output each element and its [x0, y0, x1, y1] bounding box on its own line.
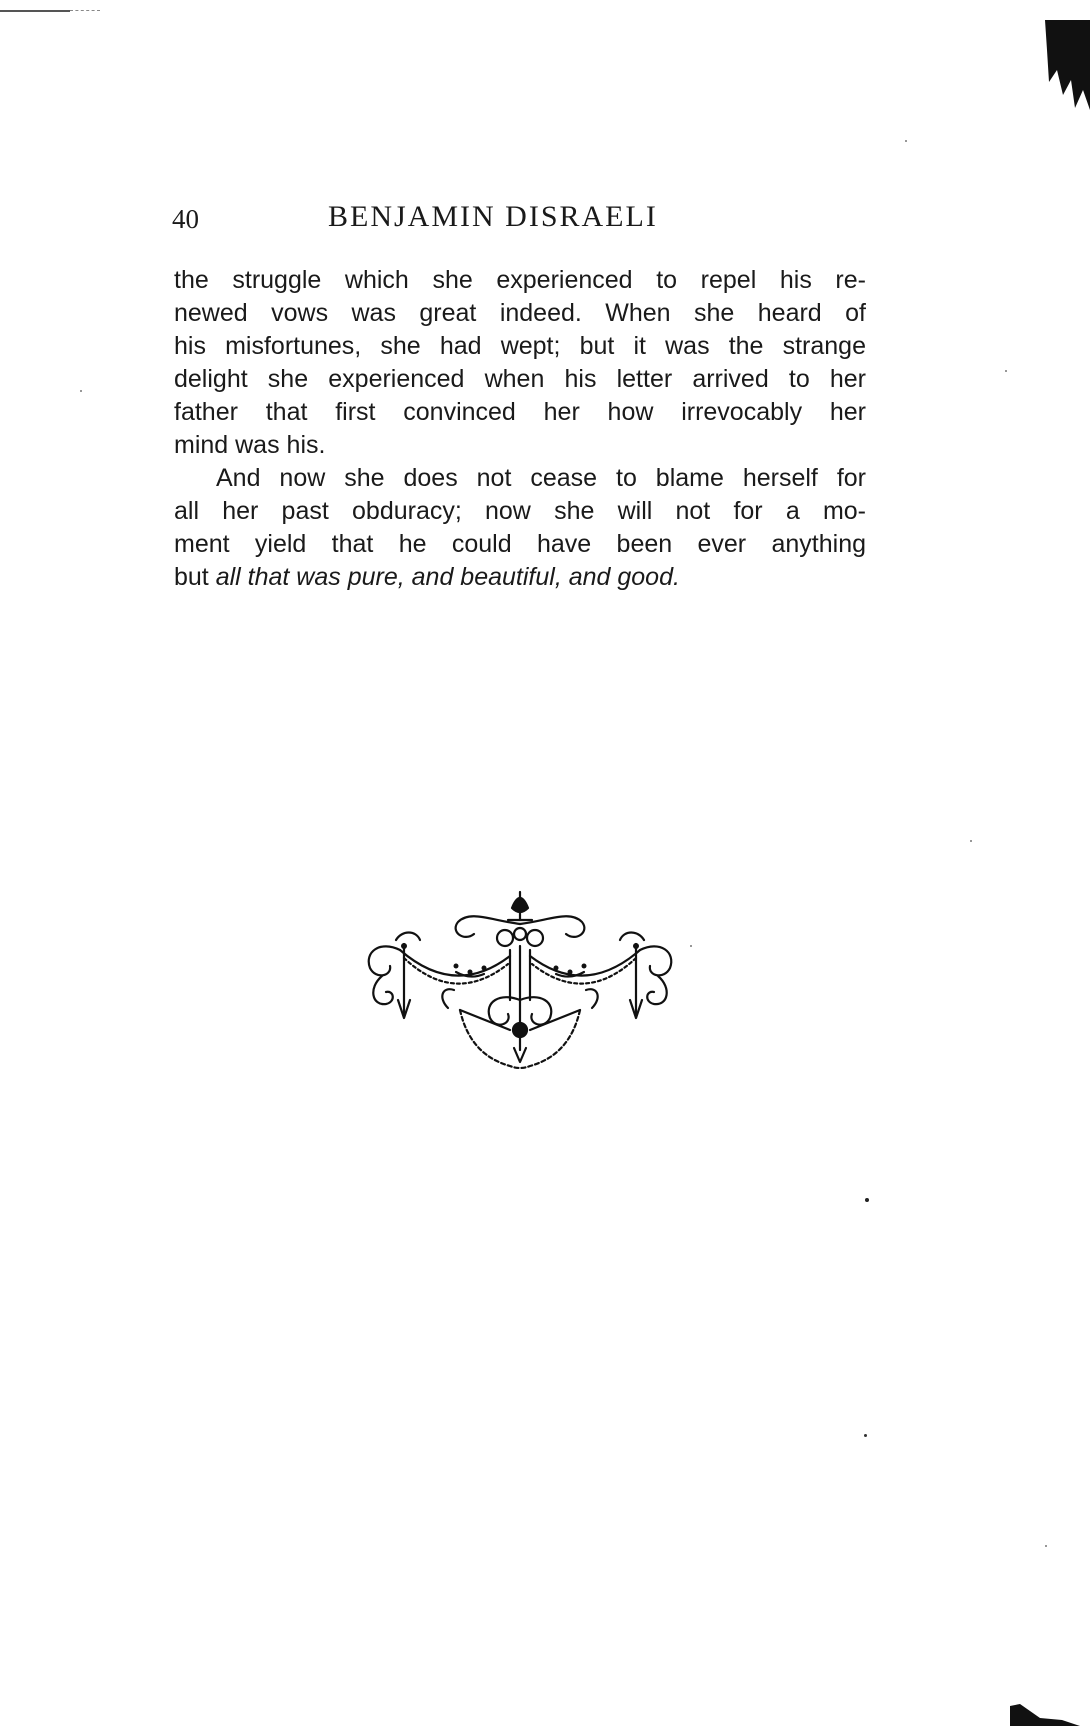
text-line: And now she does not cease to blame herself for: [216, 464, 866, 492]
text-line: ment yield that he could have been ever anything: [174, 530, 866, 558]
scan-edge-mark: [1035, 20, 1090, 110]
scan-speck: [80, 390, 82, 392]
scan-speck: [905, 140, 907, 142]
text-italic: all that was pure, and beautiful, and good.: [215, 563, 680, 591]
text-roman: but: [174, 563, 216, 591]
text-line: delight she experienced when his letter arrived to her: [174, 365, 866, 393]
scan-edge-mark: [1010, 1700, 1080, 1728]
scan-speck: [865, 1198, 869, 1202]
running-title: BENJAMIN DISRAELI: [328, 200, 658, 233]
body-text: [174, 264, 866, 594]
scan-speck: [864, 1434, 867, 1437]
text-line: the struggle which she experienced to repel his re-: [174, 266, 866, 294]
text-line: mind was his.: [174, 431, 326, 459]
scan-speck: [970, 840, 972, 842]
text-line-final: [174, 561, 866, 594]
scan-artifact: [70, 10, 100, 12]
decorative-tailpiece-icon: [360, 880, 680, 1080]
scan-speck: [1045, 1545, 1047, 1547]
scan-speck: [690, 945, 692, 947]
scan-artifact: [0, 10, 70, 12]
page-number: 40: [172, 204, 199, 234]
running-head: [172, 200, 872, 240]
text-line: his misfortunes, she had wept; but it was the strange: [174, 332, 866, 360]
text-line: father that first convinced her how irrevocably her: [174, 398, 866, 426]
scan-speck: [1005, 370, 1007, 372]
text-line: newed vows was great indeed. When she heard of: [174, 299, 866, 327]
text-line: all her past obduracy; now she will not for a mo-: [174, 497, 866, 525]
